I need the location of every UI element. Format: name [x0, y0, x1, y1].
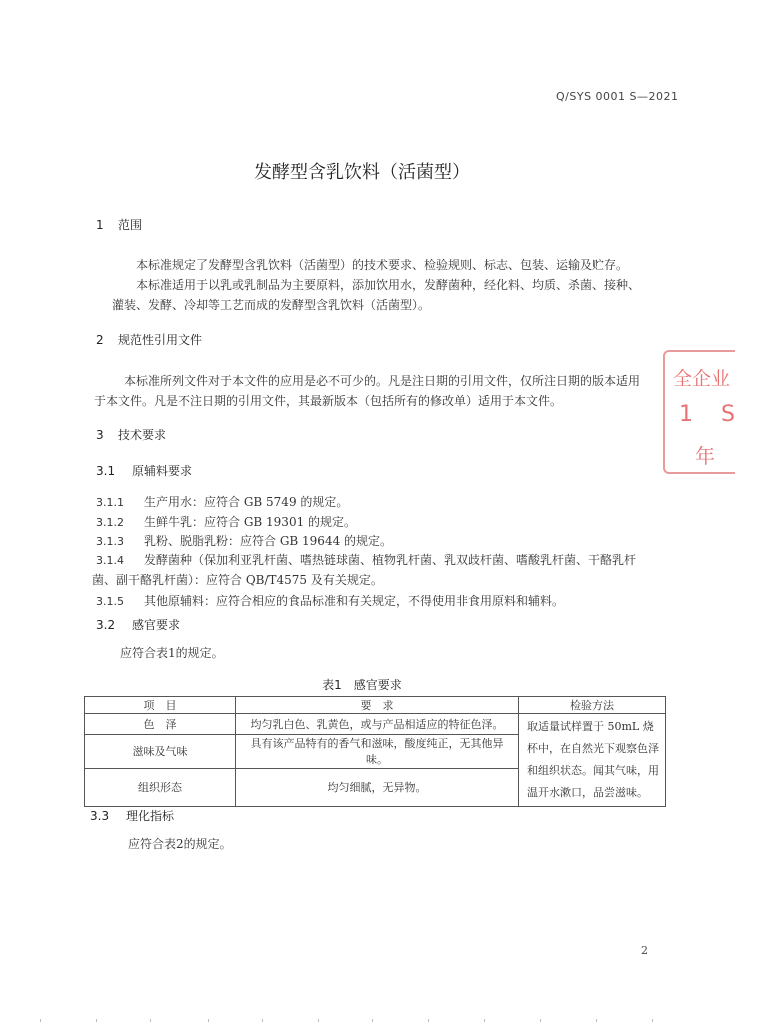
- column-header-method: 检验方法: [519, 697, 666, 714]
- section-3-2-heading: [96, 616, 180, 633]
- table-cell-requirement: 具有该产品特有的香气和滋味，酸度纯正，无其他异味。: [236, 734, 519, 768]
- item-text: 其他原辅料：应符合相应的食品标准和有关规定，不得使用非食用原料和辅料。: [144, 594, 565, 608]
- section-title: 感官要求: [132, 618, 181, 632]
- section-title: 技术要求: [118, 428, 167, 442]
- page-title: 发酵型含乳饮料（活菌型）: [254, 162, 470, 183]
- table-cell-item: 组织形态: [85, 768, 236, 806]
- stamp-text-line-3: 年: [695, 444, 715, 468]
- list-item-continuation: [92, 571, 383, 588]
- item-number: 3.1.3: [96, 535, 124, 548]
- seal-stamp: [663, 350, 763, 474]
- references-paragraph-line-2: 于本文件。凡是不注日期的引用文件，其最新版本（包括所有的修改单）适用于本文件。: [94, 394, 563, 408]
- item-text: 菌、副干酪乳杆菌）：应符合 QB/T4575 及有关规定。: [92, 573, 383, 587]
- table-cell-item: 滋味及气味: [85, 734, 236, 768]
- column-header-requirement: 要 求: [236, 697, 519, 714]
- scope-paragraph-1: 本标准规定了发酵型含乳饮料（活菌型）的技术要求、检验规则、标志、包装、运输及贮存。: [136, 258, 629, 272]
- section-number: 1: [96, 218, 104, 232]
- list-item: [96, 513, 356, 530]
- sensory-requirements-table: [84, 696, 666, 807]
- table-cell-requirement: 均匀乳白色、乳黄色，或与产品相适应的特征色泽。: [236, 714, 519, 735]
- stamp-letter: S: [721, 402, 763, 427]
- item-number: 3.1.5: [96, 595, 124, 608]
- item-number: 3.1.2: [96, 516, 124, 529]
- table-cell-method: 取适量试样置于 50mL 烧杯中，在自然光下观察色泽和组织状态。闻其气味，用温开水漱口，品尝滋味。: [519, 714, 666, 807]
- stamp-text-line-2: [679, 402, 763, 427]
- table-row: [85, 714, 666, 735]
- list-item: [96, 532, 392, 549]
- section-1-heading: [96, 216, 142, 233]
- table-header-row: [85, 697, 666, 714]
- section-title: 规范性引用文件: [118, 333, 203, 347]
- item-number: 3.1.1: [96, 496, 124, 509]
- section-3-3-heading: [90, 807, 174, 824]
- item-text: 生鲜牛乳：应符合 GB 19301 的规定。: [144, 515, 357, 529]
- stamp-digit: 1: [679, 402, 721, 427]
- item-text: 生产用水：应符合 GB 5749 的规定。: [144, 495, 349, 509]
- section-number: 3.2: [96, 618, 116, 632]
- list-item: [96, 592, 564, 609]
- table-cell-requirement: 均匀细腻，无异物。: [236, 768, 519, 806]
- table-1-caption: 表1 感官要求: [322, 678, 402, 692]
- sensory-paragraph: 应符合表1的规定。: [120, 646, 224, 660]
- section-number: 3.1: [96, 464, 116, 478]
- section-title: 原辅料要求: [132, 464, 193, 478]
- item-text: 乳粉、脱脂乳粉：应符合 GB 19644 的规定。: [144, 534, 393, 548]
- document-code: Q/SYS 0001 S—2021: [556, 90, 679, 103]
- scan-edge-marks: [0, 1018, 724, 1022]
- page-number: 2: [641, 944, 648, 957]
- scope-paragraph-2-line-2: 灌装、发酵、冷却等工艺而成的发酵型含乳饮料（活菌型）。: [112, 298, 431, 312]
- item-number: 3.1.4: [96, 554, 124, 567]
- stamp-text-line-1: 全企业: [673, 368, 731, 390]
- section-3-heading: [96, 426, 166, 443]
- item-text: 发酵菌种（保加利亚乳杆菌、嗜热链球菌、植物乳杆菌、乳双歧杆菌、嗜酸乳杆菌、干酪乳杆: [144, 553, 637, 567]
- section-title: 理化指标: [126, 809, 175, 823]
- section-number: 3.3: [90, 809, 110, 823]
- table-cell-item: 色 泽: [85, 714, 236, 735]
- section-number: 2: [96, 333, 104, 347]
- section-number: 3: [96, 428, 104, 442]
- section-title: 范围: [118, 218, 143, 232]
- list-item: [96, 551, 636, 568]
- references-paragraph-line-1: 本标准所列文件对于本文件的应用是必不可少的。凡是注日期的引用文件，仅所注日期的版本适用: [124, 374, 641, 388]
- physicochemical-paragraph: 应符合表2的规定。: [128, 837, 232, 851]
- section-3-1-heading: [96, 462, 192, 479]
- list-item: [96, 493, 348, 510]
- section-2-heading: [96, 331, 202, 348]
- scope-paragraph-2-line-1: 本标准适用于以乳或乳制品为主要原料，添加饮用水，发酵菌种，经化料、均质、杀菌、接种、: [136, 278, 641, 292]
- column-header-item: 项 目: [85, 697, 236, 714]
